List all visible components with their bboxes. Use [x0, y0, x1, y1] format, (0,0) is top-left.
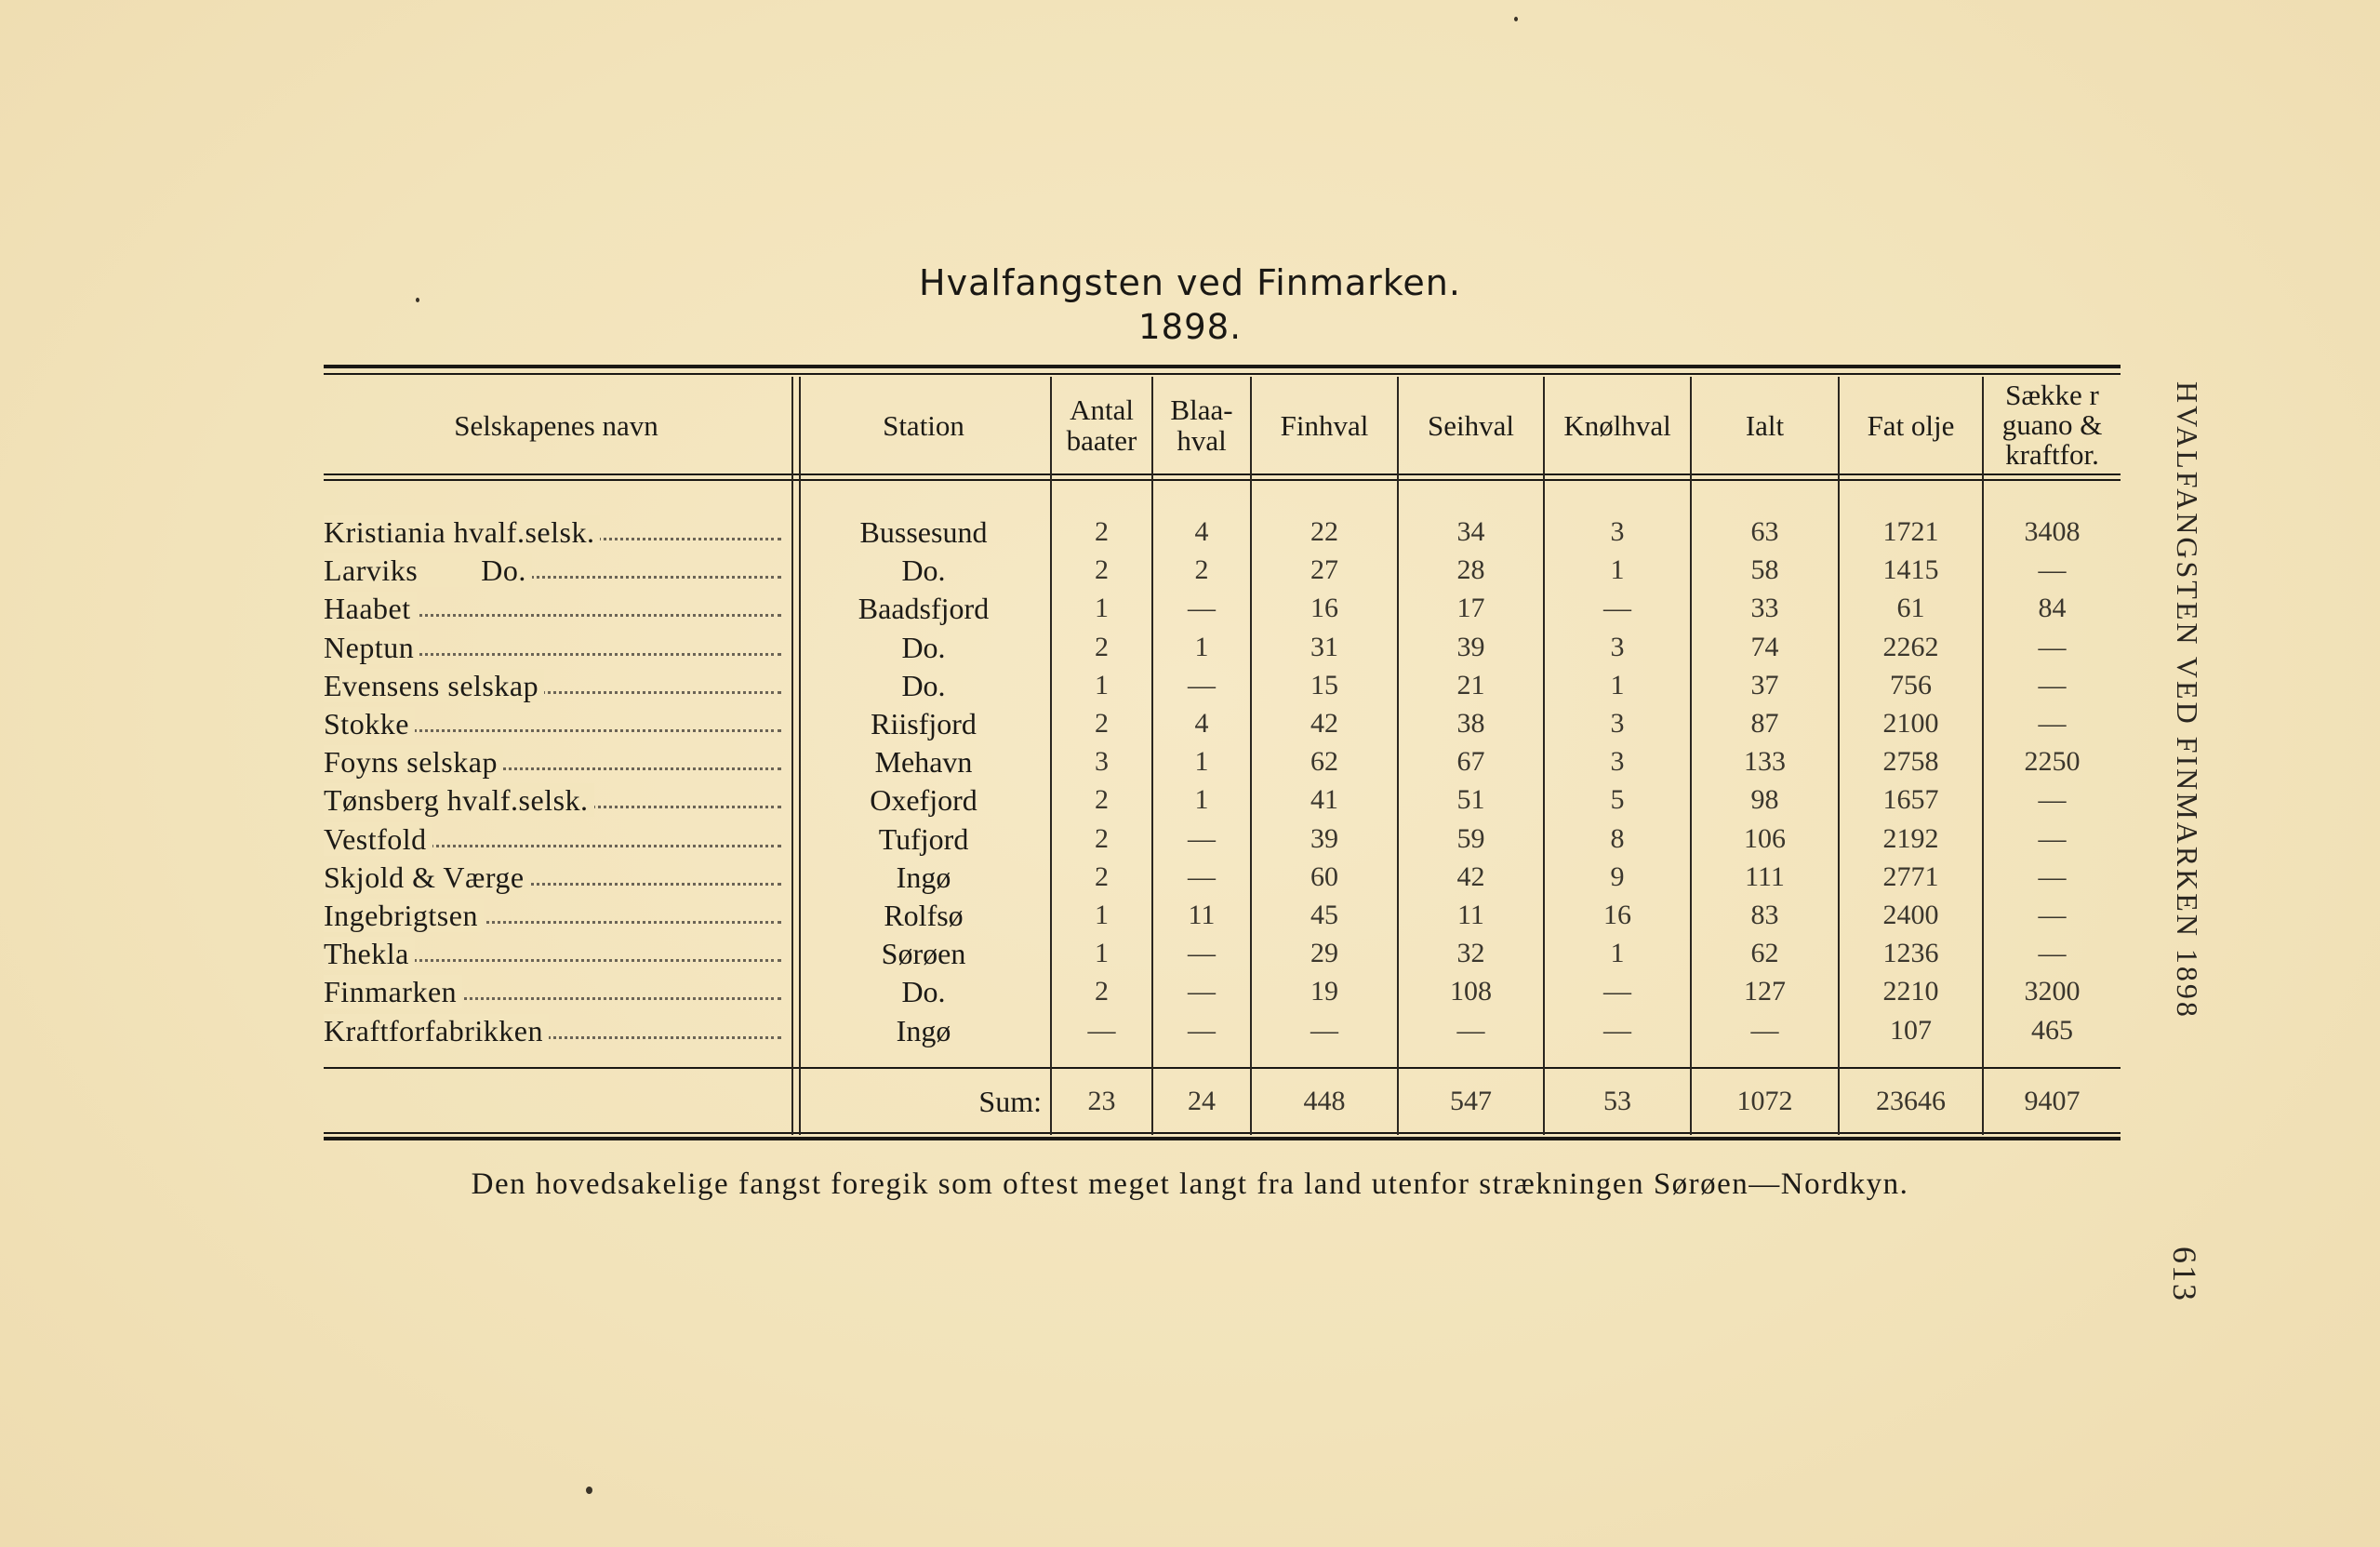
cell-total: 98 [1750, 784, 1779, 815]
cell-boats: — [1087, 1015, 1116, 1046]
cell-blue: — [1188, 593, 1216, 623]
cell-total: — [1750, 1015, 1779, 1046]
cell-oil: 2758 [1882, 746, 1939, 777]
cell-station: Bussesund [859, 515, 988, 549]
company-name: Haabet [324, 592, 417, 625]
cell-boats: 2 [1095, 861, 1109, 892]
header-oil [1840, 377, 1982, 473]
cell-humpback: 3 [1610, 632, 1625, 662]
cell-humpback: 9 [1610, 861, 1625, 892]
header-sei-whale [1399, 377, 1543, 473]
cell-sei: 108 [1450, 976, 1492, 1007]
cell-blue: 11 [1188, 900, 1216, 930]
header-rule-2 [324, 479, 2121, 481]
sum-total: 1072 [1736, 1086, 1793, 1116]
cell-sacks: — [2038, 554, 2067, 585]
cell-oil: 2262 [1882, 632, 1939, 662]
sum-humpback: 53 [1603, 1086, 1631, 1116]
cell-total: 74 [1750, 632, 1779, 662]
cell-sei: 17 [1456, 593, 1485, 623]
header-blue-line1: Blaa- [1170, 393, 1233, 426]
cell-total: 111 [1745, 861, 1785, 892]
cell-sacks: — [2038, 670, 2067, 700]
cell-humpback: 3 [1610, 516, 1625, 547]
cell-station: Tufjord [878, 822, 969, 856]
cell-total: 133 [1744, 746, 1786, 777]
table-row [0, 820, 2380, 858]
cell-station: Rolfsø [884, 899, 964, 932]
paper-speck [1514, 17, 1518, 21]
cell-sacks: 3200 [2024, 976, 2081, 1007]
cell-humpback: 1 [1610, 554, 1625, 585]
header-boats-line1: Antal [1070, 393, 1134, 426]
cell-fin: 15 [1310, 670, 1338, 700]
cell-total: 37 [1750, 670, 1779, 700]
cell-blue: — [1188, 670, 1216, 700]
cell-fin: 27 [1310, 554, 1338, 585]
cell-fin: 62 [1310, 746, 1338, 777]
paper-speck [586, 1487, 592, 1494]
cell-fin: 60 [1310, 861, 1338, 892]
cell-blue: 1 [1194, 746, 1209, 777]
sum-boats: 23 [1087, 1086, 1116, 1116]
company-name-cell [324, 859, 781, 896]
company-name: Ingebrigtsen [324, 899, 484, 932]
cell-sacks: 84 [2038, 593, 2067, 623]
cell-humpback: 16 [1603, 900, 1631, 930]
cell-blue: 1 [1194, 632, 1209, 662]
cell-boats: 2 [1095, 784, 1109, 815]
company-name-cell [324, 513, 781, 551]
company-name: Foyns selskap [324, 745, 503, 779]
cell-station: Oxefjord [870, 783, 977, 817]
header-humpback [1545, 377, 1690, 473]
table-row [0, 897, 2380, 934]
cell-fin: 31 [1310, 632, 1338, 662]
cell-station: Baadsfjord [858, 592, 990, 625]
table-row [0, 935, 2380, 972]
cell-boats: 2 [1095, 976, 1109, 1007]
company-name-cell [324, 667, 781, 704]
cell-sacks: — [2038, 784, 2067, 815]
company-name: Larviks Do. [324, 553, 532, 587]
cell-blue: 4 [1194, 516, 1209, 547]
cell-fin: 19 [1310, 976, 1338, 1007]
cell-boats: 2 [1095, 554, 1109, 585]
cell-sei: 28 [1456, 554, 1485, 585]
sum-label: Sum: [978, 1085, 1042, 1118]
cell-fin: 42 [1310, 708, 1338, 739]
company-name: Vestfold [324, 822, 432, 856]
company-name-cell [324, 743, 781, 780]
cell-oil: 756 [1890, 670, 1932, 700]
sum-oil: 23646 [1876, 1086, 1946, 1116]
company-name: Evensens selskap [324, 669, 544, 702]
cell-oil: 107 [1890, 1015, 1932, 1046]
cell-boats: 2 [1095, 632, 1109, 662]
table-row [0, 743, 2380, 780]
company-name: Tønsberg hvalf.selsk. [324, 783, 594, 817]
table-top-rule [324, 365, 2121, 368]
header-boats-line2: baater [1066, 424, 1137, 457]
cell-total: 83 [1750, 900, 1779, 930]
company-name-cell [324, 935, 781, 972]
sum-rule [324, 1067, 2121, 1069]
company-name-cell [324, 973, 781, 1010]
cell-humpback: 1 [1610, 670, 1625, 700]
cell-humpback: 5 [1610, 784, 1625, 815]
paper-speck [416, 298, 419, 302]
cell-fin: — [1310, 1015, 1338, 1046]
table-row [0, 513, 2380, 551]
cell-boats: 3 [1095, 746, 1109, 777]
company-name-cell [324, 820, 781, 858]
company-name-cell [324, 552, 781, 589]
cell-sacks: 465 [2031, 1015, 2073, 1046]
company-name-cell [324, 897, 781, 934]
header-sei-text: Seihval [1428, 408, 1514, 442]
header-blue-whale [1153, 377, 1250, 473]
cell-oil: 61 [1896, 593, 1925, 623]
company-name: Skjold & Værge [324, 860, 530, 894]
sum-fin: 448 [1303, 1086, 1346, 1116]
cell-fin: 22 [1310, 516, 1338, 547]
company-name-cell [324, 629, 781, 666]
header-boats [1052, 377, 1151, 473]
cell-total: 58 [1750, 554, 1779, 585]
cell-sacks: — [2038, 938, 2067, 968]
cell-sei: 51 [1456, 784, 1485, 815]
header-station [798, 377, 1049, 473]
cell-total: 106 [1744, 823, 1786, 854]
cell-oil: 1415 [1882, 554, 1939, 585]
table-row [0, 705, 2380, 742]
cell-station: Ingø [896, 1014, 951, 1047]
cell-boats: 1 [1095, 670, 1109, 700]
cell-fin: 39 [1310, 823, 1338, 854]
cell-fin: 45 [1310, 900, 1338, 930]
cell-total: 87 [1750, 708, 1779, 739]
cell-sei: 34 [1456, 516, 1485, 547]
cell-sei: 11 [1457, 900, 1484, 930]
cell-sei: 39 [1456, 632, 1485, 662]
cell-sacks: — [2038, 861, 2067, 892]
header-company-name-text: Selskapenes navn [454, 408, 658, 442]
header-company-name [324, 377, 789, 473]
cell-oil: 2100 [1882, 708, 1939, 739]
header-rule [324, 473, 2121, 475]
cell-oil: 1721 [1882, 516, 1939, 547]
table-row [0, 1012, 2380, 1049]
table-row [0, 859, 2380, 896]
cell-fin: 41 [1310, 784, 1338, 815]
running-head: HVALFANGSTEN VED FINMARKEN 1898 [2171, 381, 2204, 1020]
cell-total: 127 [1744, 976, 1786, 1007]
cell-oil: 1657 [1882, 784, 1939, 815]
cell-sacks: — [2038, 823, 2067, 854]
cell-boats: 2 [1095, 708, 1109, 739]
sum-blue: 24 [1188, 1086, 1216, 1116]
cell-humpback: 3 [1610, 746, 1625, 777]
sum-row [0, 1083, 2380, 1120]
cell-total: 63 [1750, 516, 1779, 547]
cell-oil: 2192 [1882, 823, 1939, 854]
table-row [0, 590, 2380, 627]
cell-station: Do. [901, 553, 946, 587]
cell-boats: 1 [1095, 938, 1109, 968]
cell-sacks: — [2038, 632, 2067, 662]
cell-blue: — [1188, 861, 1216, 892]
cell-station: Riisfjord [871, 707, 977, 740]
cell-blue: 4 [1194, 708, 1209, 739]
header-blue-line2: hval [1177, 424, 1227, 457]
company-name-cell [324, 1012, 781, 1049]
table-row [0, 781, 2380, 819]
header-sacks-line2: guano & [2001, 408, 2103, 441]
cell-sei: 59 [1456, 823, 1485, 854]
table-row [0, 973, 2380, 1010]
sum-sacks: 9407 [2024, 1086, 2081, 1116]
cell-humpback: 1 [1610, 938, 1625, 968]
cell-boats: 1 [1095, 900, 1109, 930]
company-name: Stokke [324, 707, 415, 740]
cell-humpback: 3 [1610, 708, 1625, 739]
cell-oil: 1236 [1882, 938, 1939, 968]
cell-station: Do. [901, 631, 946, 664]
cell-humpback: — [1603, 976, 1631, 1007]
header-station-text: Station [883, 408, 964, 442]
page-title: Hvalfangsten ved Finmarken. [919, 262, 1461, 303]
table-row [0, 552, 2380, 589]
cell-sei: 67 [1456, 746, 1485, 777]
cell-sei: 21 [1456, 670, 1485, 700]
header-fin-whale [1252, 377, 1397, 473]
cell-blue: 1 [1194, 784, 1209, 815]
cell-oil: 2771 [1882, 861, 1939, 892]
company-name: Neptun [324, 631, 419, 664]
company-name-cell [324, 705, 781, 742]
cell-sacks: 2250 [2024, 746, 2081, 777]
cell-boats: 1 [1095, 593, 1109, 623]
cell-sacks: 3408 [2024, 516, 2081, 547]
cell-fin: 16 [1310, 593, 1338, 623]
cell-blue: — [1188, 1015, 1216, 1046]
sum-sei: 547 [1450, 1086, 1492, 1116]
header-total-text: Ialt [1745, 408, 1785, 442]
cell-blue: — [1188, 823, 1216, 854]
table-top-rule-thin [324, 373, 2121, 375]
header-oil-text: Fat olje [1867, 408, 1955, 442]
cell-sei: 38 [1456, 708, 1485, 739]
company-name-cell [324, 590, 781, 627]
table-bottom-rule-2 [324, 1137, 2121, 1140]
company-name: Kraftforfabrikken [324, 1014, 549, 1047]
header-fin-text: Finhval [1280, 408, 1369, 442]
table-row [0, 629, 2380, 666]
cell-total: 62 [1750, 938, 1779, 968]
cell-station: Ingø [896, 860, 951, 894]
header-humpback-text: Knølhval [1563, 408, 1671, 442]
cell-sacks: — [2038, 708, 2067, 739]
cell-oil: 2400 [1882, 900, 1939, 930]
header-sacks-line1: Sække r [2005, 379, 2099, 411]
cell-sei: 32 [1456, 938, 1485, 968]
cell-blue: — [1188, 976, 1216, 1007]
company-name: Kristiania hvalf.selsk. [324, 515, 600, 549]
cell-blue: 2 [1194, 554, 1209, 585]
cell-oil: 2210 [1882, 976, 1939, 1007]
table-row [0, 667, 2380, 704]
cell-station: Do. [901, 669, 946, 702]
table-bottom-rule [324, 1132, 2121, 1134]
cell-station: Sørøen [881, 937, 966, 970]
company-name: Finmarken [324, 975, 462, 1008]
header-sacks-line3: kraftfor. [2005, 438, 2099, 471]
cell-fin: 29 [1310, 938, 1338, 968]
footnote: Den hovedsakelige fangst foregik som oftest meget langt fra land utenfor strækningen Sørøen—Nordkyn. [471, 1167, 1909, 1201]
page-number: 613 [2166, 1247, 2203, 1302]
cell-boats: 2 [1095, 516, 1109, 547]
page-year: 1898. [1138, 307, 1242, 347]
cell-blue: — [1188, 938, 1216, 968]
cell-boats: 2 [1095, 823, 1109, 854]
cell-humpback: — [1603, 1015, 1631, 1046]
cell-station: Mehavn [874, 745, 973, 779]
cell-sei: 42 [1456, 861, 1485, 892]
cell-sei: — [1456, 1015, 1485, 1046]
cell-humpback: — [1603, 593, 1631, 623]
cell-sacks: — [2038, 900, 2067, 930]
header-sacks [1984, 377, 2121, 473]
cell-humpback: 8 [1610, 823, 1625, 854]
cell-station: Do. [901, 975, 946, 1008]
cell-total: 33 [1750, 593, 1779, 623]
company-name: Thekla [324, 937, 415, 970]
company-name-cell [324, 781, 781, 819]
header-total [1692, 377, 1838, 473]
